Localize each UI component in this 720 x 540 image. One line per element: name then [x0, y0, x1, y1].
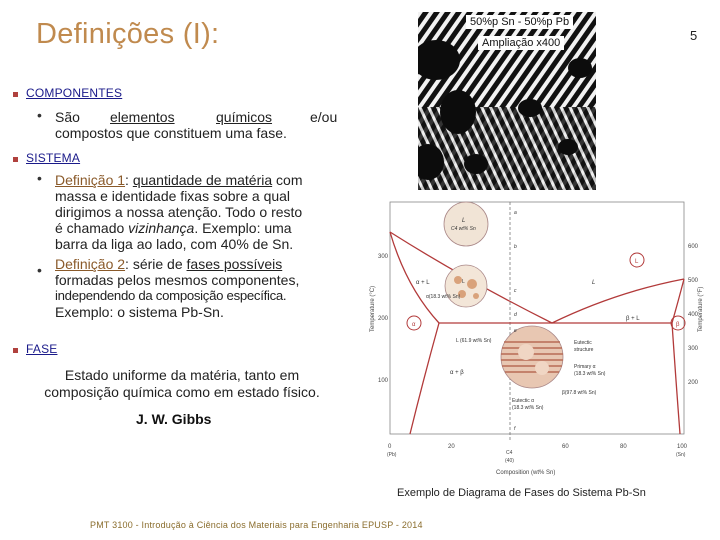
l-619-label: L (61.9 wt% Sn)	[456, 338, 492, 344]
def1-line-4	[55, 220, 341, 236]
region-beta-l: β + L	[626, 316, 640, 322]
bullet-marker	[13, 157, 18, 162]
def2-line-2: formadas pelos mesmos componentes,	[55, 272, 300, 288]
def1-line4-start: é chamado	[55, 220, 129, 236]
inset-l-composition: C4 wt% Sn	[451, 226, 476, 232]
componentes-word-3: químicos	[216, 109, 273, 125]
y-tick-f: 400	[688, 312, 699, 318]
y-tick-f: 600	[688, 244, 699, 250]
page-number: 5	[690, 28, 698, 43]
def2-line-1	[55, 256, 341, 272]
fase-definition	[22, 367, 342, 401]
region-alpha-l: α + L	[416, 280, 430, 286]
micrograph-magnification-label: Ampliação x400	[478, 36, 564, 50]
author-gibbs: J. W. Gibbs	[136, 411, 212, 427]
y-tick-c: 100	[378, 378, 389, 384]
region-alpha-beta: α + β	[450, 370, 464, 376]
def1-label: Definição 1	[55, 172, 126, 188]
y-tick-c: 300	[378, 254, 389, 260]
inset-l-mark: L	[462, 279, 465, 285]
alpha-183-label: α(18.3 wt% Sn)	[426, 294, 461, 300]
y-tick-f: 500	[688, 278, 699, 284]
inset-l-label: L	[462, 218, 466, 224]
fase-line-1: Estado uniforme da matéria, tanto em	[64, 367, 300, 383]
primary-alpha-label: Primary α	[574, 364, 596, 370]
marker-beta-label: β	[676, 322, 680, 328]
bullet-marker	[13, 348, 18, 353]
eutectic-label-2: structure	[574, 347, 594, 353]
primary-alpha-comp: (18.3 wt% Sn)	[574, 371, 606, 377]
def2-label: Definição 2	[55, 256, 126, 272]
micrograph-image	[418, 12, 596, 190]
micrograph-composition-label: 50%p Sn - 50%p Pb	[466, 15, 573, 29]
x-tick: 60	[562, 444, 569, 450]
marker-alpha-label: α	[412, 322, 416, 328]
x-tick: 100	[677, 444, 688, 450]
y-axis-label-left: Temperature (°C)	[370, 285, 376, 332]
marker-l-label: L	[635, 259, 639, 265]
bullet-dot: •	[37, 107, 42, 123]
x-tick-pb: (Pb)	[387, 452, 397, 458]
def2-line-4: Exemplo: o sistema Pb-Sn.	[55, 304, 224, 320]
def1-line4-italic: vizinhança	[128, 220, 195, 236]
solvus-left	[410, 323, 439, 434]
fase-line-2: composição química como em estado físico.	[44, 384, 320, 400]
figure-caption: Exemplo de Diagrama de Fases do Sistema Pb-Sn	[397, 487, 646, 499]
bullet-dot: •	[37, 262, 42, 278]
x-tick: 0	[388, 444, 392, 450]
phase-diagram	[366, 192, 706, 476]
solvus-right	[672, 323, 680, 434]
componentes-word-2: elementos	[110, 109, 175, 125]
def2-phrase: fases possíveis	[186, 256, 283, 272]
def1-line1-end: com	[272, 172, 303, 188]
y-tick-c: 200	[378, 316, 389, 322]
slide-title: Definições (I):	[36, 18, 220, 50]
y-tick-f: 200	[688, 380, 699, 386]
def1-phrase: quantidade de matéria	[132, 172, 273, 188]
def1-line-3: dirigimos a nossa atenção. Todo o resto	[55, 204, 303, 220]
def1-sep: :	[125, 172, 133, 188]
bullet-dot: •	[37, 170, 42, 186]
inset-liquid	[444, 202, 488, 246]
sistema-definitions	[55, 172, 341, 332]
inset-alpha-l	[445, 265, 487, 307]
footer-course: PMT 3100 - Introdução à Ciência dos Materiais para Engenharia EPUSP - 2014	[90, 520, 423, 530]
point-f: f	[514, 426, 516, 432]
bullet-marker	[13, 92, 18, 97]
point-c: c	[514, 288, 517, 294]
eutectic-alpha-comp: (18.3 wt% Sn)	[512, 405, 544, 411]
def1-line-2: massa e identidade fixas sobre a qual	[55, 188, 291, 204]
def2-sep: : série de	[125, 256, 187, 272]
heading-fase: FASE	[26, 342, 58, 356]
componentes-word-1: São	[55, 109, 80, 125]
beta-977-label: β(97.8 wt% Sn)	[562, 390, 597, 396]
y-tick-f: 300	[688, 346, 699, 352]
componentes-word-4: e/ou	[310, 109, 338, 125]
heading-componentes: COMPONENTES	[26, 86, 123, 100]
def1-line4-end: . Exemplo: uma	[194, 220, 292, 236]
point-d: d	[514, 312, 517, 318]
eutectic-alpha-label: Eutectic α	[512, 398, 535, 404]
y-axis-label-right: Temperature (°F)	[698, 286, 704, 332]
componentes-line-2: compostos que constituem uma fase.	[55, 125, 287, 141]
x-tick: 20	[448, 444, 455, 450]
inset-eutectic	[501, 326, 563, 388]
point-b: b	[514, 244, 517, 250]
def1-line-5: barra da liga ao lado, com 40% de Sn.	[55, 236, 294, 252]
x-tick-sn: (Sn)	[676, 452, 686, 458]
x-tick: 80	[620, 444, 627, 450]
x-axis-label: Composition (wt% Sn)	[496, 470, 556, 476]
region-liquid: L	[592, 280, 596, 286]
eutectic-label-1: Eutectic	[574, 340, 592, 346]
phase-diagram-svg	[366, 192, 706, 476]
heading-sistema: SISTEMA	[26, 151, 81, 165]
def1-line-1	[55, 172, 341, 188]
solidus-left	[390, 232, 439, 323]
x-tick-c4: C4	[506, 450, 513, 456]
point-e: e	[514, 328, 517, 334]
x-tick-c4-value: (40)	[505, 458, 514, 464]
liquidus-curve	[390, 232, 684, 323]
def2-line-3: independendo da composição específica.	[55, 288, 287, 303]
point-a: a	[514, 210, 517, 216]
